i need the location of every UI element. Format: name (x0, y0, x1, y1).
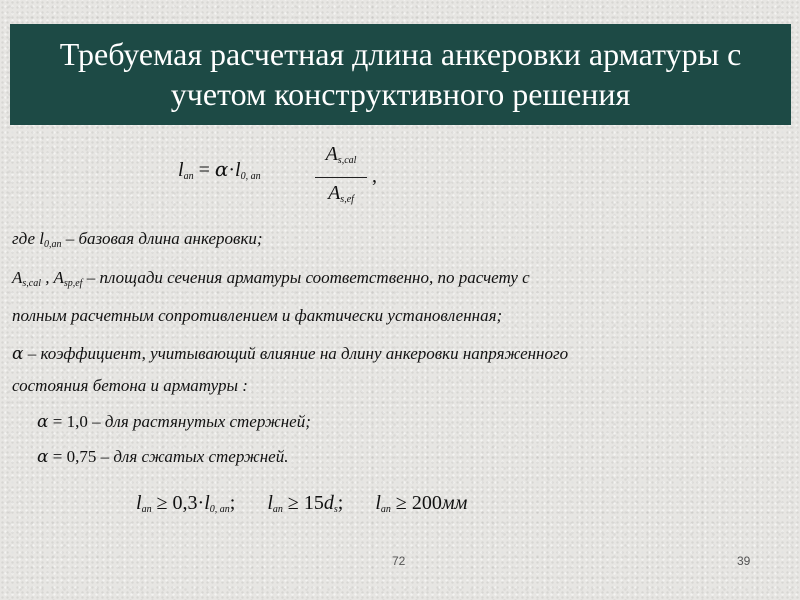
alpha-equals: = (48, 447, 67, 466)
definition-line-4 (12, 344, 568, 364)
fraction-denominator (311, 182, 371, 205)
definition-line-1 (12, 229, 263, 249)
definition-l0-subscript: 0,an (43, 239, 62, 250)
alpha-value-tension: 1,0 (66, 412, 88, 431)
slide-title-line-1: Требуемая расчетная длина анкеровки арматуры с (59, 36, 742, 72)
condition-3-symbol: l (375, 492, 381, 514)
numerator-subscript: s,cal (337, 155, 357, 166)
condition-2-subscript: an (272, 504, 283, 515)
alpha-value-compression: 0,75 (66, 447, 97, 466)
formula-lhs-symbol: l (178, 159, 184, 181)
definition-text: – коэффициент, учитывающий влияние на длину анкеровки напряженного (23, 344, 569, 363)
condition-3-operator: ≥ 200 (390, 492, 442, 514)
definition-prefix: где (12, 229, 40, 248)
definition-asp-ef-symbol: A (53, 268, 64, 287)
condition-1-l0-subscript: 0, an (209, 504, 230, 515)
definition-l0-symbol: l (39, 229, 44, 248)
condition-1-semicolon: ; (229, 492, 236, 514)
condition-1-subscript: an (141, 504, 152, 515)
condition-2-operator: ≥ 15 (282, 492, 324, 514)
definition-alpha-symbol: α (12, 344, 24, 364)
definition-text: – площади сечения арматуры соответственно, по расчету с (82, 268, 530, 287)
formula-lhs-subscript: an (183, 171, 194, 182)
slide-title (10, 24, 791, 125)
alpha-symbol: α (37, 447, 49, 467)
fraction-numerator (311, 143, 371, 166)
formula-left-side (178, 157, 261, 182)
slide-number-center: 72 (392, 554, 406, 568)
denominator-subscript: s,ef (340, 194, 354, 205)
condition-1-symbol: l (136, 492, 142, 514)
definition-text: – для растянутых стержней; (87, 412, 311, 431)
definition-text: – базовая длина анкеровки; (61, 229, 263, 248)
condition-2-semicolon: ; (337, 492, 344, 514)
definition-line-7 (37, 447, 288, 467)
condition-2-d: d (323, 492, 334, 514)
definition-line-2 (12, 268, 530, 288)
slide-number-right: 39 (737, 554, 751, 568)
condition-3-unit: мм (441, 492, 468, 514)
formula-equals: = (198, 159, 210, 181)
formula-dot: · (228, 159, 236, 181)
definition-line-5: состояния бетона и арматуры : (12, 376, 248, 395)
definition-text: – для сжатых стержней. (96, 447, 289, 466)
formula-l0-subscript: 0, an (240, 171, 261, 182)
definition-as-cal-symbol: A (12, 268, 23, 287)
condition-2-symbol: l (267, 492, 273, 514)
alpha-symbol: α (37, 412, 49, 432)
formula-alpha: α (214, 157, 229, 181)
definition-line-3: полным расчетным сопротивлением и фактически установленная; (12, 306, 503, 325)
fraction-bar (315, 177, 367, 178)
condition-3-subscript: an (380, 504, 391, 515)
minimum-length-conditions (136, 492, 467, 515)
formula-trailing-comma: , (372, 165, 377, 187)
denominator-symbol: A (328, 182, 341, 204)
condition-1-l0: l (204, 492, 210, 514)
condition-2-d-subscript: s (333, 504, 338, 515)
definition-line-6 (37, 412, 311, 432)
condition-1-operator: ≥ 0,3· (151, 492, 205, 514)
definition-separator: , (41, 268, 54, 287)
alpha-equals: = (48, 412, 67, 431)
slide-body (0, 125, 800, 600)
formula-l0-symbol: l (235, 159, 241, 181)
slide-title-line-2: учетом конструктивного решения (170, 76, 631, 112)
numerator-symbol: A (325, 143, 338, 165)
definition-as-cal-subscript: s,cal (22, 278, 41, 289)
anchorage-length-formula (178, 135, 398, 215)
definition-asp-ef-subscript: sp,ef (63, 278, 83, 289)
